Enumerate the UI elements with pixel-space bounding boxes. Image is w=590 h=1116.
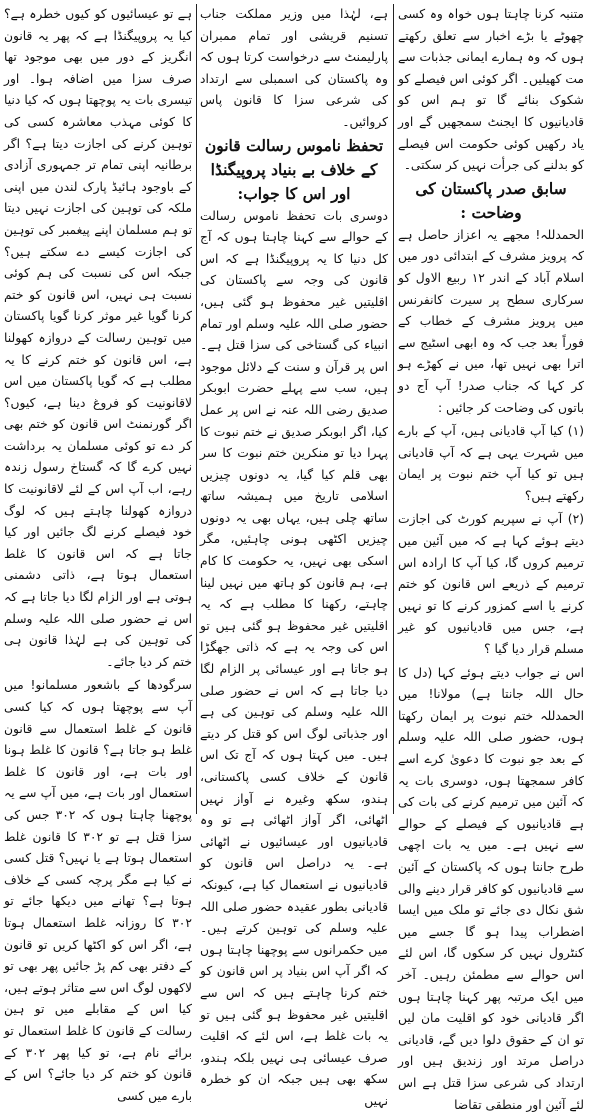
paragraph: (۱) کیا آپ قادیانی ہیں، آپ کے بارے میں شہرت یہی ہے کہ آپ قادیانی ہیں تو کیا آپ ختم نبوت پر ایمان رکھتے ہیں؟: [398, 424, 584, 503]
paragraph: متنبہ کرنا چاہتا ہوں خواہ وہ کسی چھوٹے یا بڑے اخبار سے تعلق رکھتے ہوں کہ وہ ہمارے ایمانی جذبات سے مت کھیلیں۔ اگر کوئی اس فیصلے کو شکوک بنائے گا تو ہم اس کو قادیانیوں کا ایجنٹ سمجھیں گے اور یاد رکھیں کوئی حکومت اس فیصلے کو بدلنے کی جرأت نہیں کر سکتی۔: [398, 7, 584, 173]
paragraph: (۲) آپ نے سپریم کورٹ کی اجازت دیتے ہوئے کہا ہے کہ میں آئین میں ترمیم کروں گا، کیا آپ کا ارادہ اس ترمیم کے ذریعے اس قانون کو ختم کرنے یا اسے کمزور کرنے کا تو نہیں ہے، جس میں قادیانیوں کو غیر مسلم قرار دیا گیا ؟: [398, 512, 584, 657]
column-left: [4, 4, 192, 1103]
column-right: [398, 4, 584, 1112]
column-divider: [393, 4, 394, 814]
paragraph: دوسری بات تحفظ ناموس رسالت کے حوالے سے کہنا چاہتا ہوں کہ آج کل دنیا کا یہ پروپیگنڈا ہے کہ اس قانون کی وجہ سے پاکستان کی اقلیتیں غیر محفوظ ہو گئی ہیں، حضور صلی اللہ علیہ وسلم اور تمام انبیاء کی گستاخی کی سزا قتل ہے۔ اس پر قرآن و سنت کے دلائل موجود ہیں، سب سے پہلے حضرت ابوبکر صدیق رضی اللہ عنہ نے اس پر عمل کیا، اگر ابوبکر صدیق نے ختم نبوت کا پہرا دیا تو منکرین ختم نبوت کا سر بھی قلم کیا گیا، یہ دونوں چیزیں اسلامی تاریخ میں ہمیشہ ساتھ ساتھ چلی ہیں، یہاں بھی یہ دونوں چیزیں اکٹھی ہونی چاہئیں، مگر اسکی بھی نہیں، یہ حکومت کا کام ہے، ہم قانون کو ہاتھ میں نہیں لینا چاہتے، رکھنا کا مطلب ہے کہ یہ اقلیتیں غیر محفوظ ہو گئی ہیں تو اس کی وجہ یہ ہے کہ ذاتی جھگڑا ہو جاتا ہے اور عیسائی پر الزام لگا دیا جاتا ہے کہ اس نے حضور صلی اللہ علیہ وسلم کی توہین کی ہے اور جذباتی لوگ اس کو قتل کر دیتے ہیں۔ میں کہتا ہوں کہ آج تک اس قانون کے خلاف کسی پاکستانی، ہندو، سکھ وغیرہ نے آواز نہیں اٹھائی، اگر آواز اٹھائی ہے تو وہ قادیانیوں اور عیسائیوں نے اٹھائی ہے۔ یہ دراصل اس قانون کو قادیانیوں نے استعمال کیا ہے، کیونکہ قادیانی بطور عقیدہ حضور صلی اللہ علیہ وسلم کی توہین کرتے ہیں۔ میں حکمرانوں سے پوچھنا چاہتا ہوں کہ اگر آپ اس بنیاد پر اس قانون کو ختم کرنا چاہتے ہیں کہ اس سے اقلیتیں غیر محفوظ ہو گئی ہیں تو یہ بات غلط ہے، اس لئے کہ اقلیت صرف عیسائی ہی نہیں بلکہ ہندو، سکھ بھی ہیں جبکہ ان کو خطرہ نہیں: [200, 208, 388, 1108]
paragraph: سرگودھا کے باشعور مسلمانو! میں آپ سے پوچھتا ہوں کہ کیا کسی قانون کے غلط استعمال سے قانون غلط ہو جاتا ہے؟ قانون کا غلط ہونا اور بات ہے، اور قانون کا غلط استعمال اور بات ہے، میں آپ سے یہ پوچھنا چاہتا ہوں کہ ۳۰۲ جس کی سزا قتل ہے تو ۳۰۲ کا قانون غلط استعمال ہوتا ہے یا نہیں؟ قتل کسی نے کیا ہے مگر پرچہ کسی کے خلاف ہوتا ہے؟ تھانے میں دیکھا جائے تو ۳۰۲ کا روزانہ غلط استعمال ہوتا ہے، اگر اس کو اکٹھا کریں تو قانون کے دفتر بھی کم پڑ جائیں پھر بھی تو لاکھوں لوگ اس سے متاثر ہوتے ہیں، کیا اس کے مقابلے میں تو ہین رسالت کے قانون کا غلط استعمال تو برائے نام ہے، تو کیا پھر ۳۰۲ کے قانون کو ختم کر دیا جائے؟ اس کے بارے میں کسی: [4, 678, 192, 1103]
paragraph: اس نے جواب دیتے ہوئے کہا (دل کا حال اللہ جانتا ہے) مولانا! میں الحمدللہ ختم نبوت پر ایمان رکھتا ہوں، حضور صلی اللہ علیہ وسلم کے بعد جو نبوت کا دعویٰ کرے اسے کافر سمجھتا ہوں، دوسری بات یہ کہ آئین میں ترمیم کرنے کی بات کی ہے قادیانیوں کے فیصلے کے حوالے سے نہیں ہے۔ میں یہ بات اچھی طرح جانتا ہوں کہ پاکستان کے آئین سے قادیانیوں کو کافر قرار دینے والی شق نکال دی جائے تو ملک میں ایسا اضطراب پیدا ہو گا جسے میں کنٹرول نہیں کر سکوں گا، اس لئے اس حوالے سے مطمئن رہیں۔ آخر میں ایک مرتبہ پھر کہنا چاہتا ہوں اگر قادیانی خود کو اقلیت مان لیں تو ان کے حقوق دلوا دیں گے، قادیانی دراصل مرتد اور زندیق ہیں اور ارتداد کی شرعی سزا قتل ہے اس لئے آئین اور منطقی تقاضا: [398, 665, 584, 1112]
paragraph: ہے، لہٰذا میں وزیر مملکت جناب تسنیم قریشی اور تمام ممبران پارلیمنٹ سے درخواست کرتا ہوں کہ وہ پاکستان کی اسمبلی سے ارتداد کی شرعی سزا کا قانون پاس کروائیں۔: [200, 7, 388, 129]
paragraph: الحمدللہ! مجھے یہ اعزاز حاصل ہے کہ پرویز مشرف کے ابتدائی دور میں اسلام آباد کے اندر ۱۲ ربیع الاول کو سرکاری سطح پر سیرت کانفرنس میں پرویز مشرف کے خطاب کے فوراً بعد جب کہ وہ ابھی اسٹیج سے اترا بھی نہیں تھا، میں نے کھڑے ہو کر کہا کہ جناب صدر! آپ آج دو باتوں کی وضاحت کر جائیں :: [398, 227, 584, 415]
section-heading: سابق صدر پاکستان کی وضاحت :: [415, 178, 567, 222]
column-middle: [200, 4, 388, 1108]
paragraph: ہے تو عیسائیوں کو کیوں خطرہ ہے؟ کیا یہ پروپیگنڈا ہے کہ پھر یہ قانون انگریز کے دور میں بھی موجود تھا صرف سزا میں اضافہ ہوا۔ اور تیسری بات یہ پوچھتا ہوں کہ کیا دنیا کا کوئی مہذب معاشرہ کسی کی توہین کرنے کی اجازت دیتا ہے؟ اگر برطانیہ اپنی تمام تر جمہوری آزادی کے باوجود ہائیڈ پارک لندن میں اپنی ملکہ کی توہین کی اجازت نہیں دیتا تو ہم مسلمان اپنے پیغمبر کی توہین کی اجازت کیسے دے سکتے ہیں؟ جبکہ اس کی نسبت کی ہم کوئی نسبت ہی نہیں، اس قانون کو ختم کرنا گویا غیر موثر کرنا گویا پاکستان میں توہین رسالت کے دروازہ کھولنا ہے، اس قانون کو ختم کرنے کا یہ مطلب ہے کہ گویا پاکستان میں اس لاقانونیت کو فروغ دینا ہے، کیوں؟ اگر گورنمنٹ اس قانون کو ختم بھی کر دے تو کوئی مسلمان یہ برداشت نہیں کرے گا کہ گستاخ رسول زندہ رہے، اب آپ اس کے لئے لاقانونیت کا دروازہ کھولنا چاہتے ہیں کہ لوگ خود فیصلے کرنے لگ جائیں اور کیا جاتا ہے کہ اس قانون کا غلط استعمال ہوتا ہے، ذاتی دشمنی ہوتی ہے اور الزام لگا دیا جاتا ہے کہ اس نے حضور صلی اللہ علیہ وسلم کی توہین کی ہے لہٰذا قانون ہی ختم کر دیا جائے۔: [4, 7, 192, 669]
section-heading: تحفظ ناموس رسالت قانون کے خلاف بے بنیاد پروپیگنڈا اور اس کا جواب:: [204, 135, 384, 203]
column-divider: [196, 4, 197, 814]
